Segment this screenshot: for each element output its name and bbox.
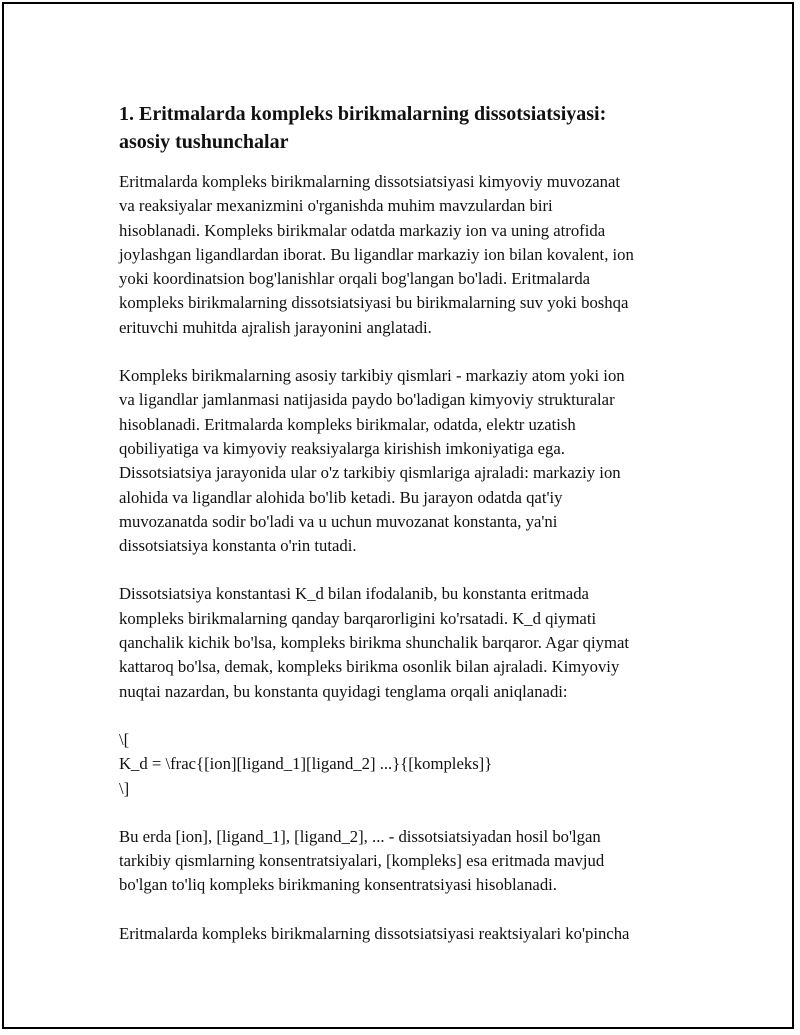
paragraph <box>119 364 709 558</box>
text-line: Eritmalarda kompleks birikmalarning dissotsiatsiyasi kimyoviy muvozanat <box>119 172 620 191</box>
text-line: va reaksiyalar mexanizmini o'rganishda muhim mavzulardan biri <box>119 196 553 216</box>
section-heading <box>119 100 709 156</box>
text-line: tarkibiy qismlarning konsentratsiyalari, [kompleks] esa eritmada mavjud <box>119 851 605 871</box>
document-content <box>119 100 709 970</box>
text-line: joylashgan ligandlardan iborat. Bu ligandlar markaziy ion bilan kovalent, ion <box>119 244 634 264</box>
text-line: Dissotsiatsiya jarayonida ular o'z tarkibiy qismlariga ajraladi: markaziy ion <box>119 463 621 483</box>
formula-line: \[ <box>119 729 130 749</box>
text-line: Dissotsiatsiya konstantasi K_d bilan ifodalanib, bu konstanta eritmada <box>119 584 589 604</box>
heading-line: asosiy tushunchalar <box>119 131 289 153</box>
formula-line: K_d = \frac{[ion][ligand_1][ligand_2] ...}{[kompleks]} <box>119 754 493 774</box>
formula-block <box>119 728 709 801</box>
paragraph <box>119 170 709 340</box>
text-line: nuqtai nazardan, bu konstanta quyidagi tenglama orqali aniqlanadi: <box>119 681 568 701</box>
formula-line: \] <box>119 778 130 798</box>
text-line: bo'lgan to'liq kompleks birikmaning konsentratsiyasi hisoblanadi. <box>119 875 557 895</box>
text-line: va ligandlar jamlanmasi natijasida paydo bo'ladigan kimyoviy strukturalar <box>119 390 615 410</box>
text-line: hisoblanadi. Eritmalarda kompleks birikmalar, odatda, elektr uzatish <box>119 414 576 434</box>
paragraph <box>119 825 709 898</box>
text-line: kompleks birikmalarning qanday barqarorligini ko'rsatadi. K_d qiymati <box>119 608 597 628</box>
text-line: erituvchi muhitda ajralish jarayonini anglatadi. <box>119 317 432 337</box>
text-line: Bu erda [ion], [ligand_1], [ligand_2], ... - dissotsiatsiyadan hosil bo'lgan <box>119 826 601 846</box>
text-line: Eritmalarda kompleks birikmalarning dissotsiatsiyasi reaktsiyalari ko'pincha <box>119 923 630 943</box>
text-line: qobiliyatiga va kimyoviy reaksiyalarga kirishish imkoniyatiga ega. <box>119 438 565 458</box>
heading-line: 1. Eritmalarda kompleks birikmalarning dissotsiatsiyasi: <box>119 103 607 125</box>
paragraph <box>119 582 709 703</box>
text-line: dissotsiatsiya konstanta o'rin tutadi. <box>119 536 357 556</box>
text-line: muvozanatda sodir bo'ladi va u uchun muvozanat konstanta, ya'ni <box>119 511 558 531</box>
text-line: kattaroq bo'lsa, demak, kompleks birikma osonlik bilan ajraladi. Kimyoviy <box>119 657 620 677</box>
text-line: Kompleks birikmalarning asosiy tarkibiy qismlari - markaziy atom yoki ion <box>119 366 625 386</box>
text-line: hisoblanadi. Kompleks birikmalar odatda markaziy ion va uning atrofida <box>119 220 606 240</box>
page-frame <box>2 2 794 1029</box>
text-line: kompleks birikmalarning dissotsiatsiyasi bu birikmalarning suv yoki boshqa <box>119 293 629 313</box>
text-line: qanchalik kichik bo'lsa, kompleks birikma shunchalik barqaror. Agar qiymat <box>119 633 630 653</box>
text-line: alohida va ligandlar alohida bo'lib ketadi. Bu jarayon odatda qat'iy <box>119 487 563 507</box>
paragraph <box>119 922 709 946</box>
text-line: yoki koordinatsion bog'lanishlar orqali bog'langan bo'ladi. Eritmalarda <box>119 269 591 289</box>
